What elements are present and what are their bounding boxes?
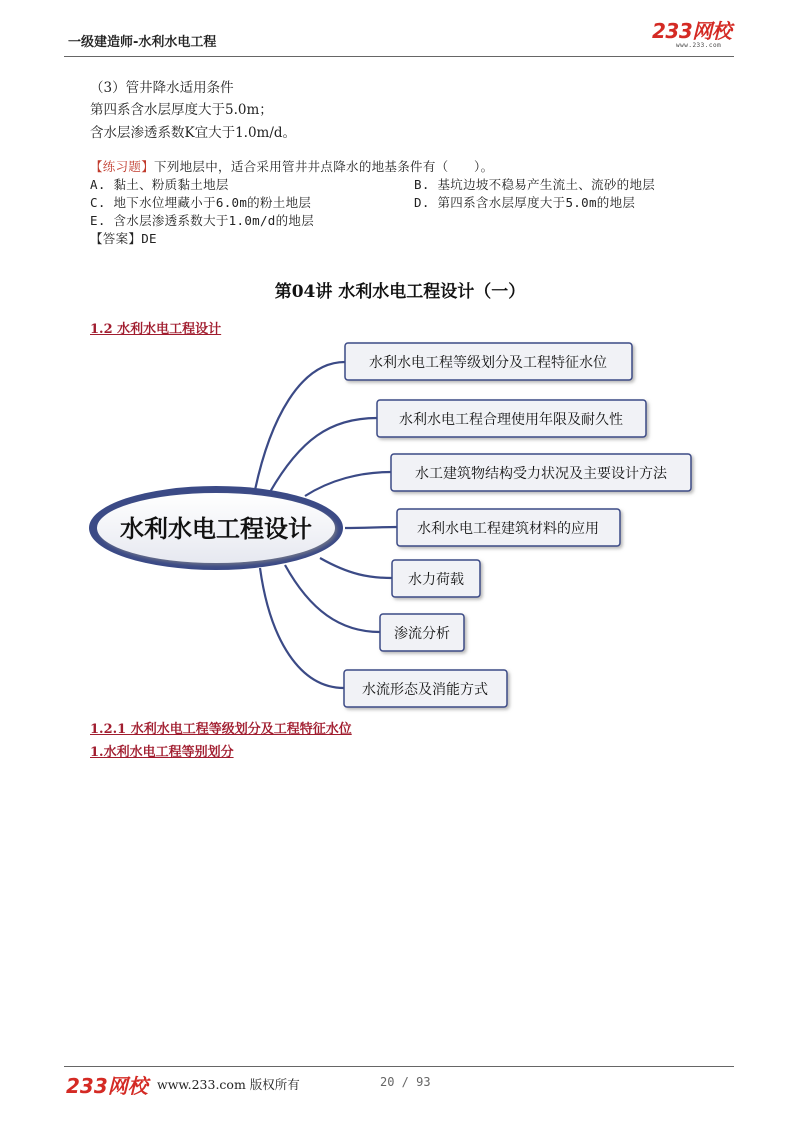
option-d: D. 第四系含水层厚度大于5.0m的地层 [414,195,636,210]
branch-line-5 [320,558,392,578]
section-heading-1-2-1: 1.2.1 水利水电工程等级划分及工程特征水位 [90,722,352,737]
conditions-title: （3）管井降水适用条件 [90,80,234,96]
header-title: 一级建造师-水利水电工程 [68,35,217,50]
page-number: 20 / 93 [380,1075,431,1089]
exercise-tag: 【练习题】 [90,159,155,174]
branch-label-2: 水利水电工程合理使用年限及耐久性 [399,412,623,428]
exercise-question: 下列地层中，适合采用管井井点降水的地基条件有（ ）。 [154,159,494,174]
footer-site: www.233.com 版权所有 [157,1077,300,1092]
branch-node-2 [377,400,646,437]
option-b: B. 基坑边坡不稳易产生流土、流砂的地层 [414,177,656,192]
branch-label-6: 渗流分析 [394,626,450,642]
branch-node-7 [344,670,507,707]
branch-line-7 [260,568,344,688]
section-heading-1: 1.水利水电工程等别划分 [90,745,234,760]
center-node-label: 水利水电工程设计 [120,515,312,543]
conditions-line-1: 第四系含水层厚度大于5.0m； [90,102,273,118]
branch-line-3 [305,472,391,496]
branch-node-3 [391,454,691,491]
option-c: C. 地下水位埋藏小于6.0m的粉土地层 [90,195,312,210]
conditions-line-2: 含水层渗透系数K宜大于1.0m/d。 [90,125,297,141]
branch-node-5 [392,560,480,597]
option-e: E. 含水层渗透系数大于1.0m/d的地层 [90,213,315,228]
lecture-title: 第04讲 水利水电工程设计（一） [274,282,526,302]
branch-label-4: 水利水电工程建筑材料的应用 [417,521,599,537]
branch-label-1: 水利水电工程等级划分及工程特征水位 [369,355,607,371]
footer-rule [64,1066,734,1067]
branch-line-4 [345,527,397,528]
section-heading-1-2: 1.2 水利水电工程设计 [90,322,222,337]
logo-text: 233网校 [652,19,732,43]
exercise-answer: 【答案】DE [90,231,157,246]
branch-line-2 [270,418,377,492]
branch-label-3: 水工建筑物结构受力状况及主要设计方法 [415,466,667,482]
branch-label-7: 水流形态及消能方式 [362,682,488,698]
branch-label-5: 水力荷载 [408,572,464,588]
option-a: A. 黏土、粉质黏土地层 [90,177,229,192]
logo-url: www.233.com [676,42,722,49]
branch-line-1 [255,362,345,490]
branch-node-4 [397,509,620,546]
footer-logo: 233网校 [66,1074,148,1098]
branch-node-6 [380,614,464,651]
branch-node-1 [345,343,632,380]
